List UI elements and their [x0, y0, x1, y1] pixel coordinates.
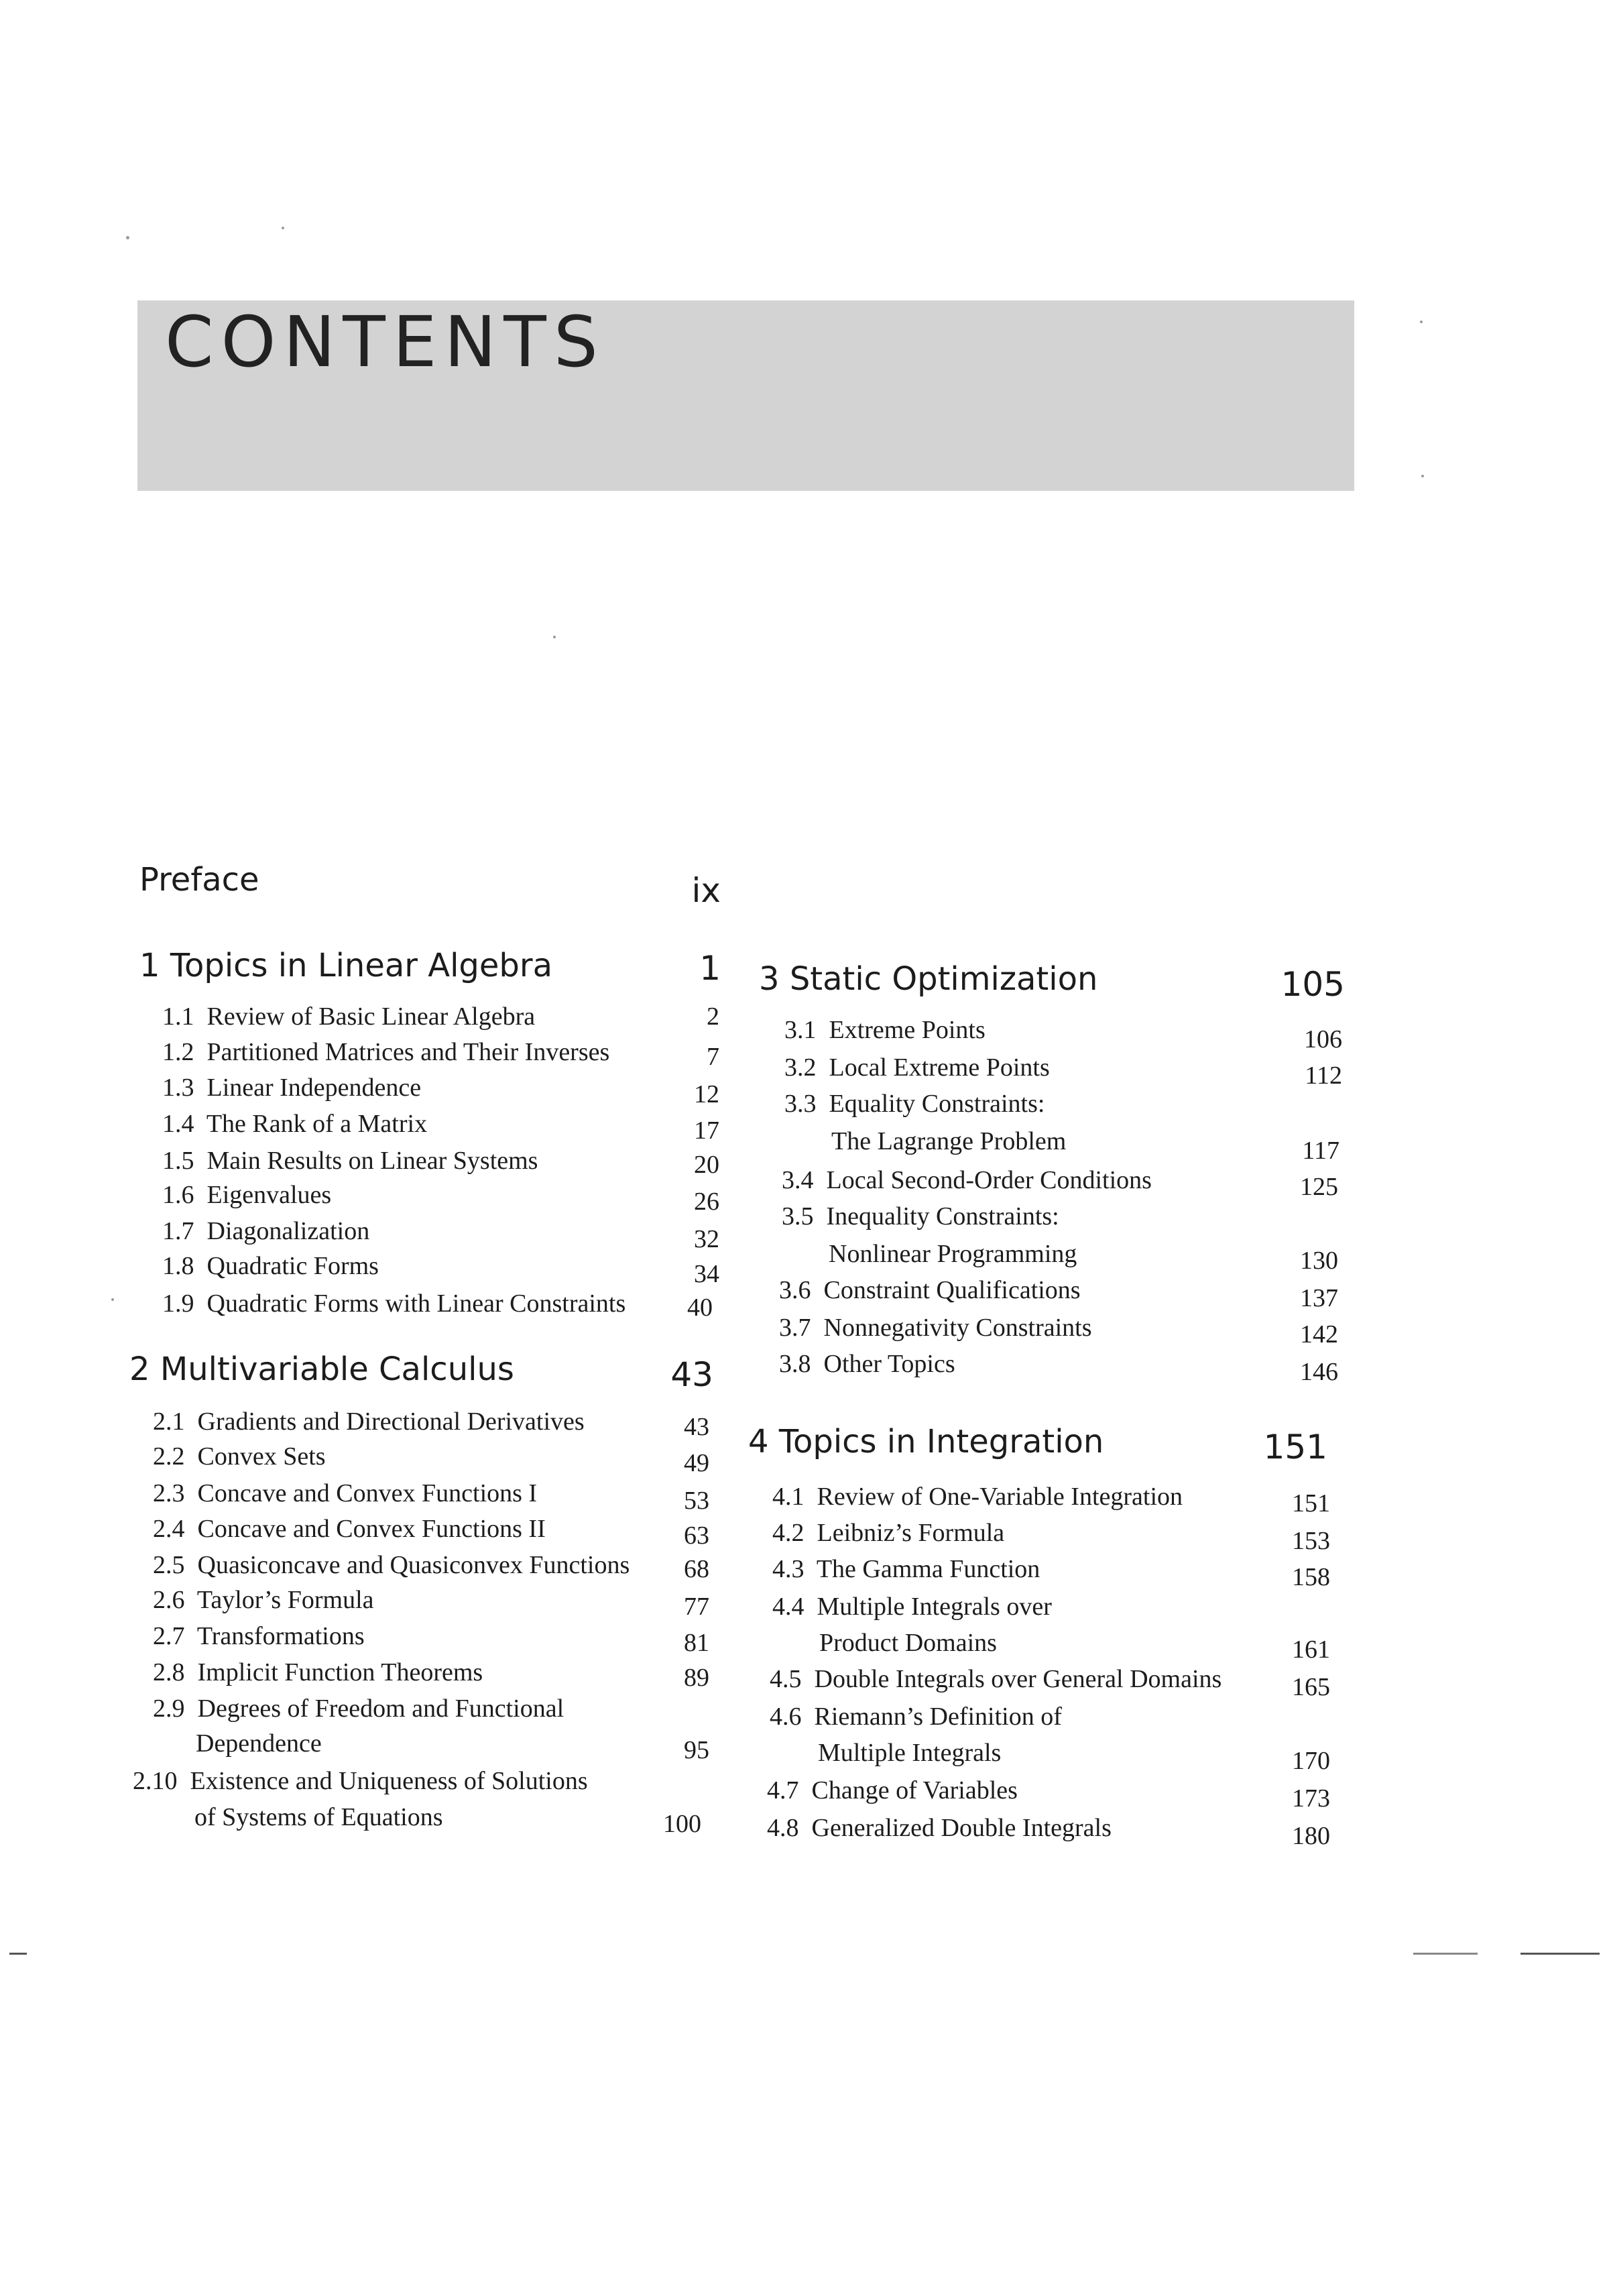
- section-4-2-page: 153: [1292, 1527, 1330, 1555]
- section-3-5-continuation: Nonlinear Programming: [829, 1240, 1077, 1268]
- chapter-1-title: 1 Topics in Linear Algebra: [139, 947, 553, 984]
- section-4-8-page: 180: [1292, 1822, 1330, 1850]
- section-2-3: 2.3 Concave and Convex Functions I: [153, 1479, 538, 1507]
- scan-speck: [1421, 475, 1424, 477]
- scan-speck: [282, 227, 284, 229]
- section-4-5-page: 165: [1292, 1673, 1330, 1701]
- section-2-1-page: 43: [684, 1413, 709, 1441]
- section-4-1-page: 151: [1292, 1489, 1330, 1517]
- section-1-5-page: 20: [694, 1151, 719, 1179]
- section-2-10-page: 100: [663, 1810, 701, 1838]
- section-3-3-page: 117: [1302, 1137, 1339, 1165]
- section-1-3: 1.3 Linear Independence: [162, 1074, 422, 1102]
- section-4-6-continuation: Multiple Integrals: [818, 1739, 1002, 1767]
- section-2-3-page: 53: [684, 1487, 709, 1515]
- section-4-4-continuation: Product Domains: [819, 1629, 997, 1657]
- section-2-6: 2.6 Taylor’s Formula: [153, 1586, 374, 1614]
- section-1-4: 1.4 The Rank of a Matrix: [162, 1110, 428, 1138]
- section-4-2: 4.2 Leibniz’s Formula: [772, 1519, 1005, 1547]
- page-title: CONTENTS: [165, 301, 605, 383]
- section-3-6: 3.6 Constraint Qualifications: [779, 1276, 1081, 1304]
- section-3-1: 3.1 Extreme Points: [784, 1016, 986, 1044]
- section-1-1-page: 2: [707, 1002, 719, 1031]
- section-2-9: 2.9 Degrees of Freedom and Functional: [153, 1695, 564, 1723]
- scan-edge-mark: [1521, 1953, 1600, 1955]
- section-3-7-page: 142: [1300, 1320, 1338, 1348]
- section-4-8: 4.8 Generalized Double Integrals: [767, 1814, 1112, 1842]
- section-4-3: 4.3 The Gamma Function: [772, 1555, 1040, 1583]
- section-2-4: 2.4 Concave and Convex Functions II: [153, 1515, 546, 1543]
- section-3-8: 3.8 Other Topics: [779, 1350, 955, 1378]
- section-2-8-page: 89: [684, 1664, 709, 1692]
- section-1-3-page: 12: [694, 1080, 719, 1108]
- section-4-7: 4.7 Change of Variables: [767, 1776, 1018, 1804]
- section-2-9-continuation: Dependence: [196, 1729, 322, 1758]
- section-3-2-page: 112: [1305, 1061, 1342, 1090]
- section-2-8: 2.8 Implicit Function Theorems: [153, 1658, 483, 1686]
- chapter-2-page: 43: [670, 1355, 713, 1394]
- section-3-8-page: 146: [1300, 1358, 1338, 1386]
- section-4-1: 4.1 Review of One-Variable Integration: [772, 1483, 1183, 1511]
- section-1-8-page: 34: [694, 1260, 719, 1288]
- section-4-7-page: 173: [1292, 1784, 1330, 1813]
- section-4-6-page: 170: [1292, 1747, 1330, 1775]
- section-2-10: 2.10 Existence and Uniqueness of Solutions: [133, 1767, 588, 1795]
- section-1-5: 1.5 Main Results on Linear Systems: [162, 1147, 538, 1175]
- chapter-3-title: 3 Static Optimization: [759, 960, 1098, 998]
- section-1-8: 1.8 Quadratic Forms: [162, 1252, 379, 1280]
- section-2-10-continuation: of Systems of Equations: [194, 1803, 443, 1831]
- section-2-1: 2.1 Gradients and Directional Derivatives: [153, 1408, 585, 1436]
- chapter-4-title: 4 Topics in Integration: [748, 1423, 1104, 1460]
- scan-speck: [553, 636, 556, 638]
- section-1-7: 1.7 Diagonalization: [162, 1217, 370, 1245]
- section-1-9: 1.9 Quadratic Forms with Linear Constraints: [162, 1289, 626, 1318]
- section-1-2: 1.2 Partitioned Matrices and Their Inverses: [162, 1038, 610, 1066]
- section-4-4-page: 161: [1292, 1635, 1330, 1664]
- section-2-2: 2.2 Convex Sets: [153, 1442, 326, 1471]
- preface-label: Preface: [139, 861, 259, 899]
- chapter-3-page: 105: [1280, 965, 1345, 1004]
- section-1-1: 1.1 Review of Basic Linear Algebra: [162, 1002, 536, 1031]
- section-2-4-page: 63: [684, 1522, 709, 1550]
- section-4-3-page: 158: [1292, 1563, 1330, 1591]
- section-1-4-page: 17: [694, 1116, 719, 1145]
- chapter-1-page: 1: [699, 949, 721, 988]
- section-3-5-page: 130: [1300, 1247, 1338, 1275]
- section-3-7: 3.7 Nonnegativity Constraints: [779, 1314, 1092, 1342]
- section-1-2-page: 7: [707, 1043, 719, 1071]
- chapter-2-title: 2 Multivariable Calculus: [129, 1351, 514, 1388]
- section-2-2-page: 49: [684, 1449, 709, 1477]
- section-2-7: 2.7 Transformations: [153, 1622, 365, 1650]
- section-1-6-page: 26: [694, 1188, 719, 1216]
- section-2-7-page: 81: [684, 1629, 709, 1657]
- section-3-1-page: 106: [1304, 1025, 1342, 1053]
- section-4-4: 4.4 Multiple Integrals over: [772, 1593, 1052, 1621]
- chapter-4-page: 151: [1263, 1428, 1327, 1467]
- scan-speck: [111, 1298, 114, 1301]
- section-2-6-page: 77: [684, 1593, 709, 1621]
- section-3-2: 3.2 Local Extreme Points: [784, 1053, 1050, 1082]
- section-4-6: 4.6 Riemann’s Definition of: [770, 1703, 1062, 1731]
- section-2-5-page: 68: [684, 1555, 709, 1583]
- section-3-4: 3.4 Local Second-Order Conditions: [782, 1166, 1152, 1194]
- scan-edge-mark: [1413, 1953, 1478, 1955]
- scan-edge-mark: [9, 1953, 27, 1955]
- section-3-4-page: 125: [1300, 1173, 1338, 1201]
- scan-speck: [1420, 321, 1423, 323]
- section-3-3-continuation: The Lagrange Problem: [831, 1127, 1067, 1155]
- scan-speck: [126, 236, 129, 239]
- section-2-9-page: 95: [684, 1736, 709, 1764]
- section-1-6: 1.6 Eigenvalues: [162, 1181, 332, 1209]
- section-2-5: 2.5 Quasiconcave and Quasiconvex Functions: [153, 1551, 630, 1579]
- section-4-5: 4.5 Double Integrals over General Domains: [770, 1665, 1222, 1693]
- section-3-3: 3.3 Equality Constraints:: [784, 1090, 1045, 1118]
- section-1-7-page: 32: [694, 1225, 719, 1253]
- section-3-5: 3.5 Inequality Constraints:: [782, 1202, 1059, 1230]
- section-3-6-page: 137: [1300, 1284, 1338, 1312]
- preface-page: ix: [691, 871, 721, 910]
- section-1-9-page: 40: [687, 1294, 713, 1322]
